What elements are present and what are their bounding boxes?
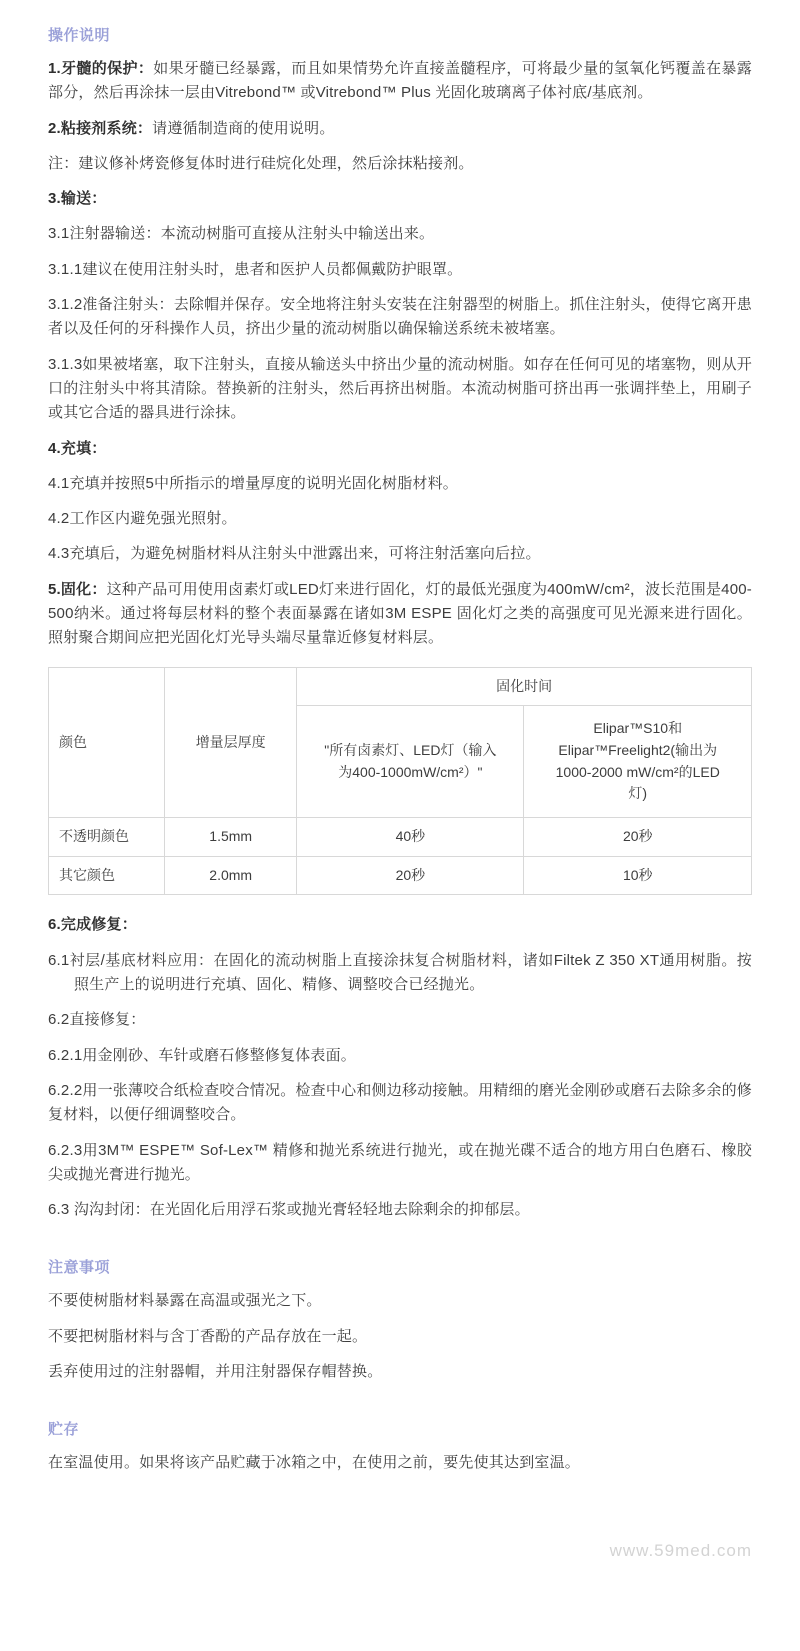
finish-paragraph-4: 6.2.2用一张薄咬合纸检查咬合情况。检查中心和侧边移动接触。用精细的磨光金刚砂或磨石去除多余的修复材料，以便仔细调整咬合。 bbox=[48, 1081, 752, 1124]
row-1-time-a: 40秒 bbox=[297, 818, 524, 857]
row-2-time-a: 20秒 bbox=[297, 856, 524, 895]
header-lamp-b bbox=[524, 706, 752, 818]
paragraph-1-text: 如果牙髓已经暴露，而且如果情势允许直接盖髓程序，可将最少量的氢氧化钙覆盖在暴露部分，然后再涂抹一层由Vitrebond™ 或Vitrebond™ Plus 光固化玻璃离子体衬底/基底剂。 bbox=[48, 60, 752, 102]
row-1-time-b: 20秒 bbox=[524, 818, 752, 857]
watermark: www.59med.com bbox=[609, 1540, 752, 1560]
notes-body bbox=[48, 1289, 752, 1384]
paragraph-8-text: 3.1.3如果被堵塞，取下注射头，直接从输送头中挤出少量的流动树脂。如存在任何可见的堵塞物，则从开口的注射头中将其清除。替换新的注射头，然后再挤出树脂。本流动树脂可挤出再一张调拌垫上，用刷子或其它合适的器具进行涂抹。 bbox=[48, 355, 752, 422]
header-lamp-b-text: Elipar™S10和Elipar™Freelight2(输出为1000-2000 mW/cm²的LED灯) bbox=[555, 720, 720, 802]
paragraph-1-label: 1.牙髓的保护： bbox=[48, 60, 154, 77]
paragraph-1 bbox=[48, 57, 752, 106]
row-2-thickness: 2.0mm bbox=[165, 856, 297, 895]
paragraph-2-text: 请遵循制造商的使用说明。 bbox=[152, 119, 335, 137]
storage-body bbox=[48, 1451, 752, 1475]
paragraph-9 bbox=[48, 437, 752, 461]
paragraph-6 bbox=[48, 258, 752, 282]
section-heading-storage: 贮存 bbox=[48, 1421, 80, 1439]
paragraph-13-text: 这种产品可用使用卤素灯或LED灯来进行固化，灯的最低光强度为400mW/cm²，波长范围是400-500纳米。通过将每层材料的整个表面暴露在诸如3M ESPE 固化灯之类的高强度可见光源来进行固化。照射聚合期间应把光固化灯光导头端尽量靠近修复材料层。 bbox=[48, 580, 752, 647]
paragraph-11 bbox=[48, 507, 752, 531]
paragraph-9-label: 4.充填： bbox=[48, 439, 107, 457]
storage-paragraph-1: 在室温使用。如果将该产品贮藏于冰箱之中，在使用之前，要先使其达到室温。 bbox=[48, 1454, 581, 1472]
row-1-thickness: 1.5mm bbox=[165, 818, 297, 857]
header-cure-time: 固化时间 bbox=[297, 667, 752, 706]
row-2-color: 其它颜色 bbox=[49, 856, 165, 895]
row-2-time-b: 10秒 bbox=[524, 856, 752, 895]
header-lamp-a bbox=[297, 706, 524, 818]
paragraph-8 bbox=[48, 353, 752, 426]
paragraph-11-text: 4.2工作区内避免强光照射。 bbox=[48, 510, 237, 528]
finish-paragraph-1: 6.1衬层/基底材料应用：在固化的流动树脂上直接涂抹复合树脂材料，诸如Filtek Z 350 XT通用树脂。按照生产上的说明进行充填、固化、精修、调整咬合已经抛光。 bbox=[48, 951, 752, 994]
table-header-row bbox=[49, 667, 752, 706]
paragraph-6-text: 3.1.1建议在使用注射头时，患者和医护人员都佩戴防护眼罩。 bbox=[48, 260, 463, 278]
finish-restoration-body bbox=[48, 913, 752, 1222]
instructions-body bbox=[48, 57, 752, 651]
finish-paragraph-5: 6.2.3用3M™ ESPE™ Sof-Lex™ 精修和抛光系统进行抛光，或在抛光碟不适合的地方用白色磨石、橡胶尖或抛光膏进行抛光。 bbox=[48, 1141, 752, 1183]
paragraph-7-text: 3.1.2准备注射头：去除帽并保存。安全地将注射头安装在注射器型的树脂上。抓住注射头，使得它离开患者以及任何的牙科操作人员，挤出少量的流动树脂以确保输送系统未被堵塞。 bbox=[48, 296, 752, 338]
paragraph-2 bbox=[48, 117, 752, 141]
paragraph-13 bbox=[48, 578, 752, 651]
paragraph-13-label: 5.固化： bbox=[48, 580, 107, 598]
paragraph-5 bbox=[48, 222, 752, 246]
paragraph-4 bbox=[48, 187, 752, 211]
section-heading-instructions: 操作说明 bbox=[48, 27, 111, 44]
paragraph-3 bbox=[48, 152, 752, 176]
paragraph-10 bbox=[48, 472, 752, 496]
paragraph-2-label: 2.粘接剂系统： bbox=[48, 119, 153, 137]
notes-paragraph-2: 不要把树脂材料与含丁香酚的产品存放在一起。 bbox=[48, 1327, 368, 1345]
paragraph-5-text: 3.1注射器输送：本流动树脂可直接从注射头中输送出来。 bbox=[48, 225, 435, 243]
row-1-color: 不透明颜色 bbox=[49, 818, 165, 857]
section-heading-notes: 注意事项 bbox=[48, 1259, 111, 1277]
paragraph-4-label: 3.输送： bbox=[48, 190, 107, 208]
paragraph-12 bbox=[48, 542, 752, 566]
paragraph-10-text: 4.1充填并按照5中所指示的增量厚度的说明光固化树脂材料。 bbox=[48, 474, 458, 492]
finish-paragraph-3: 6.2.1用金刚砂、车针或磨石修整修复体表面。 bbox=[48, 1046, 356, 1064]
finish-paragraph-2: 6.2直接修复： bbox=[48, 1011, 146, 1029]
notes-paragraph-3: 丢弃使用过的注射器帽，并用注射器保存帽替换。 bbox=[48, 1363, 383, 1381]
paragraph-3-text: 注：建议修补烤瓷修复体时进行硅烷化处理，然后涂抹粘接剂。 bbox=[48, 154, 474, 172]
finish-paragraph-6: 6.3 沟沟封闭：在光固化后用浮石浆或抛光膏轻轻地去除剩余的抑郁层。 bbox=[48, 1201, 530, 1219]
table-row bbox=[49, 818, 752, 857]
curing-time-table bbox=[48, 667, 752, 896]
header-lamp-a-text: "所有卤素灯、LED灯（输入为400-1000mW/cm²）" bbox=[324, 742, 497, 780]
finish-heading bbox=[48, 913, 752, 937]
finish-heading-text: 6.完成修复： bbox=[48, 916, 137, 934]
header-thickness: 增量层厚度 bbox=[165, 667, 297, 817]
paragraph-7 bbox=[48, 293, 752, 342]
paragraph-12-text: 4.3充填后，为避免树脂材料从注射头中泄露出来，可将注射活塞向后拉。 bbox=[48, 545, 541, 563]
header-color: 颜色 bbox=[49, 667, 165, 817]
notes-paragraph-1: 不要使树脂材料暴露在高温或强光之下。 bbox=[48, 1292, 322, 1310]
table-row bbox=[49, 856, 752, 895]
